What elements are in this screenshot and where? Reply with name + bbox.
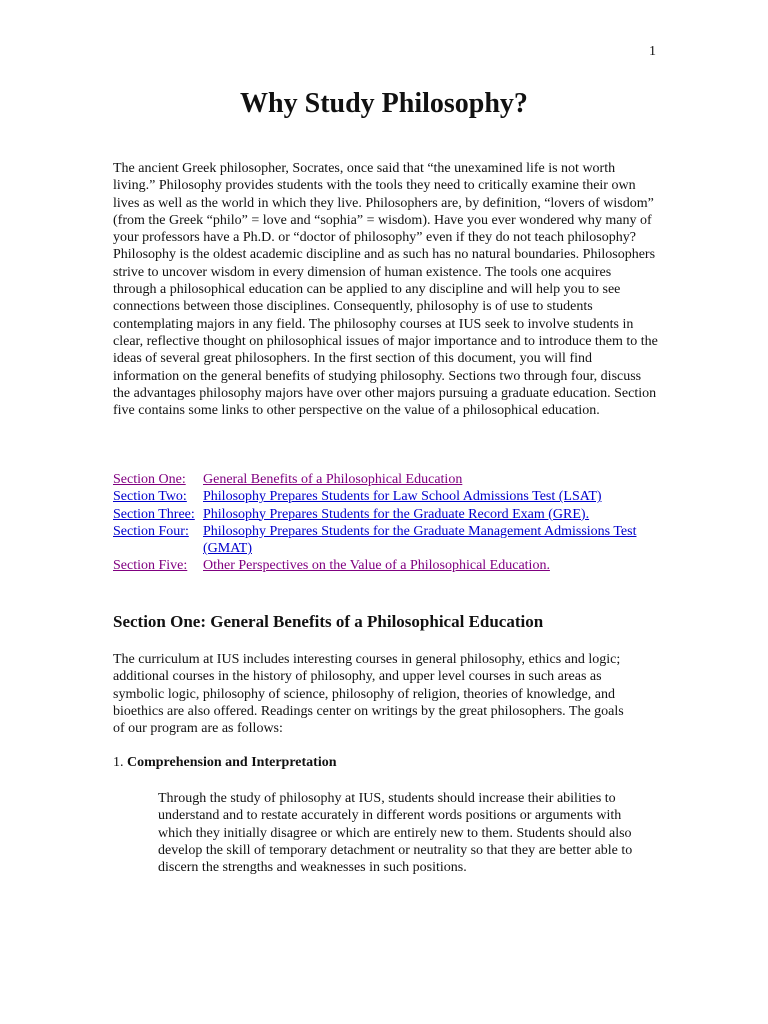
toc-label: Section Two:	[113, 489, 187, 505]
toc-text: Other Perspectives on the Value of a Philosophical Education.	[203, 558, 550, 574]
goal-paragraph: Through the study of philosophy at IUS, students should increase their abilities to understand and to restate accurately in different words positions or arguments with which they initially disagree or which are entirely new to them. Students should also develop the skill of temporary detachment or neutrality so that they are better able to discern the strengths and weaknesses in such positions.	[158, 791, 633, 876]
toc-text: Philosophy Prepares Students for the Graduate Record Exam (GRE).	[203, 506, 590, 522]
toc-label: Section Four:	[113, 523, 189, 539]
toc-text: Philosophy Prepares Students for Law School Admissions Test (LSAT)	[203, 489, 602, 505]
toc-link-section-four[interactable]	[113, 523, 663, 558]
toc-label: Section One:	[113, 472, 186, 487]
goal-number: 1.	[113, 755, 124, 770]
toc-label: Section Five:	[113, 558, 188, 574]
toc-text: Philosophy Prepares Students for the Graduate Management Admissions Test (GMAT)	[203, 523, 637, 557]
toc-label: Section Three:	[113, 506, 195, 522]
section-one-heading: Section One: General Benefits of a Philosophical Education	[113, 612, 544, 631]
curriculum-paragraph: The curriculum at IUS includes interesting courses in general philosophy, ethics and logic; additional courses in the history of philosophy, and upper level courses in such areas as symbolic logic, philosophy of science, philosophy of religion, theories of knowledge, and bioethics are also offered. Readings center on writings by the great philosophers. The goals of our program are as follows:	[113, 652, 624, 737]
toc-link-section-one[interactable]	[113, 471, 663, 488]
toc-link-section-three[interactable]	[113, 506, 663, 523]
toc-link-section-five[interactable]	[113, 557, 663, 574]
goal-heading	[113, 755, 337, 771]
intro-paragraph: The ancient Greek philosopher, Socrates, once said that “the unexamined life is not worth living.” Philosophy provides students with the tools they need to critically examine their own lives as well as the world in which they live. Philosophers are, by definition, “lovers of wisdom” (from the Greek “philo” = love and “sophia” = wisdom). Have you ever wondered why many of your professors have a Ph.D. or “doctor of philosophy” even if they do not teach philosophy? Philosophy is the oldest academic discipline and as such has no natural boundaries. Philosophers strive to uncover wisdom in every dimension of human existence. The tools one acquires through a philosophical education can be applied to any discipline and will help you to see connections between those disciplines. Consequently, philosophy is of use to students contemplating majors in any field. The philosophy courses at IUS seek to involve students in clear, reflective thought on philosophical issues of major importance and to introduce them to the ideas of several great philosophers. In the first section of this document, you will find information on the general benefits of studying philosophy. Sections two through four, discuss the advantages philosophy majors have over other majors pursuing a graduate education. Section five contains some links to other perspective on the value of a philosophical education.	[113, 161, 658, 419]
goal-title: Comprehension and Interpretation	[127, 755, 337, 770]
document-title: Why Study Philosophy?	[240, 88, 528, 119]
toc-text: General Benefits of a Philosophical Education	[203, 472, 463, 487]
table-of-contents	[113, 471, 663, 575]
toc-link-section-two[interactable]	[113, 488, 663, 505]
page-number: 1	[649, 44, 656, 59]
